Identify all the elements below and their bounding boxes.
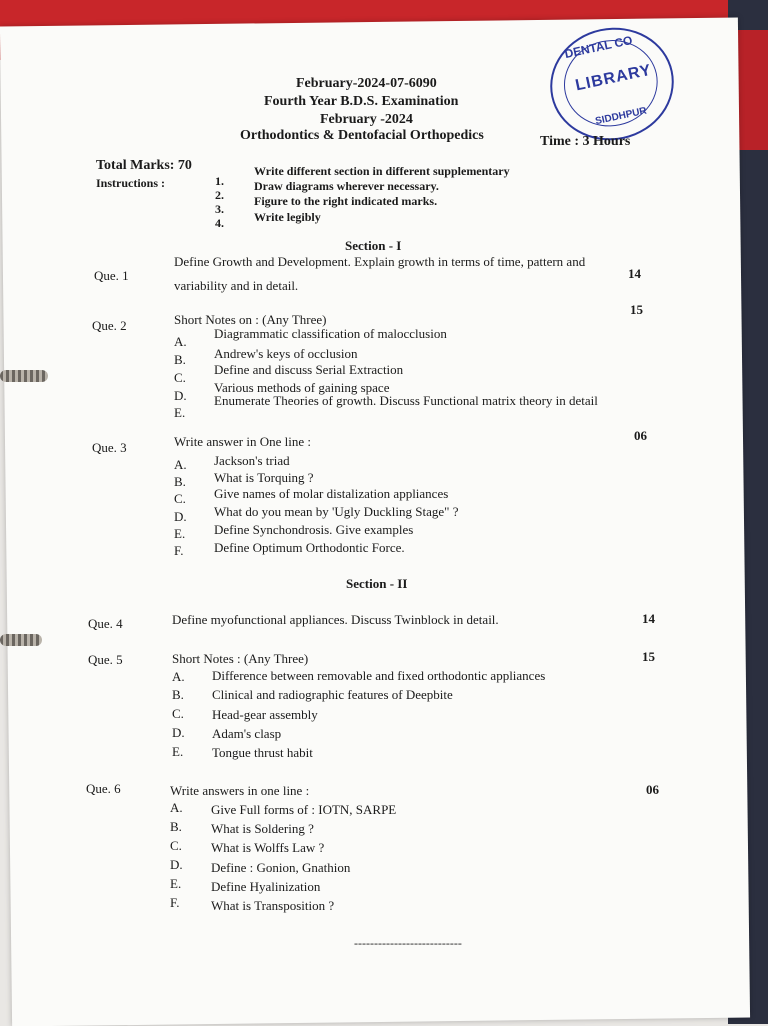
q1-label: Que. 1 [94, 268, 129, 283]
q2-item-e-text: Enumerate Theories of growth. Discuss Functional matrix theory in detail [214, 393, 598, 408]
q5-item-d-text: Adam's clasp [212, 726, 282, 741]
instruction-4-number: 4. [215, 216, 224, 230]
q2-label: Que. 2 [92, 318, 127, 333]
total-marks: Total Marks: 70 [96, 158, 192, 173]
stamp-middle-text: LIBRARY [573, 61, 654, 95]
q6-item-b-letter: B. [170, 819, 182, 834]
section-2-title: Section - II [346, 576, 408, 591]
q3-label: Que. 3 [92, 440, 127, 455]
q3-item-e-letter: E. [174, 526, 186, 541]
q5-text: Short Notes : (Any Three) [172, 651, 309, 666]
q5-item-e-text: Tongue thrust habit [212, 745, 313, 760]
q3-item-d-letter: D. [174, 509, 187, 524]
q4-text: Define myofunctional appliances. Discuss Twinblock in detail. [172, 612, 499, 627]
q6-text: Write answers in one line : [170, 783, 310, 798]
q2-item-a-letter: A. [174, 334, 187, 349]
q6-item-d-letter: D. [170, 857, 183, 872]
library-stamp [540, 16, 685, 151]
q2-item-c-letter: C. [174, 370, 186, 385]
q6-item-e-text: Define Hyalinization [211, 879, 321, 894]
q6-item-a-letter: A. [170, 800, 183, 815]
q4-label: Que. 4 [88, 616, 123, 631]
q5-item-c-letter: C. [172, 706, 184, 721]
instruction-1-number: 1. [215, 174, 224, 188]
q5-item-a-text: Difference between removable and fixed orthodontic appliances [212, 668, 546, 683]
q5-label: Que. 5 [88, 652, 123, 667]
q5-item-c-text: Head-gear assembly [212, 707, 318, 722]
q2-item-e-letter: E. [174, 405, 186, 420]
q6-item-e-letter: E. [170, 876, 182, 891]
exam-time: Time : 3 Hours [540, 134, 631, 149]
q2-item-a-text: Diagrammatic classification of malocclusion [214, 326, 447, 341]
q1-text-line2: variability and in detail. [174, 278, 299, 293]
stamp-top-text: DENTAL CO [563, 32, 634, 62]
q2-item-d-text: Various methods of gaining space [214, 380, 390, 395]
q3-item-e-text: Define Synchondrosis. Give examples [214, 522, 414, 537]
q5-item-a-letter: A. [172, 669, 185, 684]
q5-item-b-letter: B. [172, 687, 184, 702]
q2-item-b-letter: B. [174, 352, 186, 367]
q1-marks: 14 [628, 266, 641, 281]
q6-item-f-text: What is Transposition ? [211, 898, 335, 913]
q3-item-c-letter: C. [174, 491, 186, 506]
q6-item-d-text: Define : Gonion, Gnathion [211, 860, 351, 875]
q5-item-d-letter: D. [172, 725, 185, 740]
q5-marks: 15 [642, 649, 655, 664]
q6-item-c-text: What is Wolffs Law ? [211, 840, 325, 855]
q4-marks: 14 [642, 611, 655, 626]
q6-item-a-text: Give Full forms of : IOTN, SARPE [211, 802, 397, 817]
q2-item-b-text: Andrew's keys of occlusion [214, 346, 358, 361]
subject-title: Orthodontics & Dentofacial Orthopedics [240, 128, 484, 143]
q3-item-f-text: Define Optimum Orthodontic Force. [214, 540, 405, 555]
q3-text: Write answer in One line : [174, 434, 312, 449]
q6-label: Que. 6 [86, 781, 121, 796]
q2-text: Short Notes on : (Any Three) [174, 312, 327, 327]
q5-item-e-letter: E. [172, 744, 184, 759]
q2-marks: 15 [630, 302, 643, 317]
q3-marks: 06 [634, 428, 647, 443]
q6-item-f-letter: F. [170, 895, 180, 910]
instruction-2-text: Draw diagrams wherever necessary. [254, 179, 439, 193]
instruction-3-number: 3. [215, 202, 224, 216]
end-divider: --------------------------- [354, 936, 462, 950]
section-1-title: Section - I [345, 238, 402, 253]
q3-item-d-text: What do you mean by 'Ugly Duckling Stage" ? [214, 504, 459, 519]
q3-item-f-letter: F. [174, 543, 184, 558]
exam-session: February -2024 [320, 112, 413, 127]
q6-marks: 06 [646, 782, 659, 797]
stamp-bottom-text: SIDDHPUR [594, 105, 648, 128]
q3-item-b-letter: B. [174, 474, 186, 489]
q6-item-b-text: What is Soldering ? [211, 821, 314, 836]
q3-item-c-text: Give names of molar distalization appliances [214, 486, 449, 501]
q3-item-b-text: What is Torquing ? [214, 470, 314, 485]
q6-item-c-letter: C. [170, 838, 182, 853]
q2-item-d-letter: D. [174, 388, 187, 403]
instruction-2-number: 2. [215, 188, 224, 202]
q5-item-b-text: Clinical and radiographic features of Deepbite [212, 687, 453, 702]
paper-code: February-2024-07-6090 [296, 76, 437, 91]
q3-item-a-text: Jackson's triad [214, 453, 290, 468]
instruction-4-text: Write legibly [254, 210, 321, 224]
q3-item-a-letter: A. [174, 457, 187, 472]
q1-text-line1: Define Growth and Development. Explain growth in terms of time, pattern and [174, 254, 586, 269]
instruction-3-text: Figure to the right indicated marks. [254, 194, 438, 208]
instruction-1-text: Write different section in different supplementary [254, 164, 510, 178]
instructions-label: Instructions : [96, 176, 166, 190]
q2-item-c-text: Define and discuss Serial Extraction [214, 362, 404, 377]
exam-title: Fourth Year B.D.S. Examination [264, 94, 459, 109]
